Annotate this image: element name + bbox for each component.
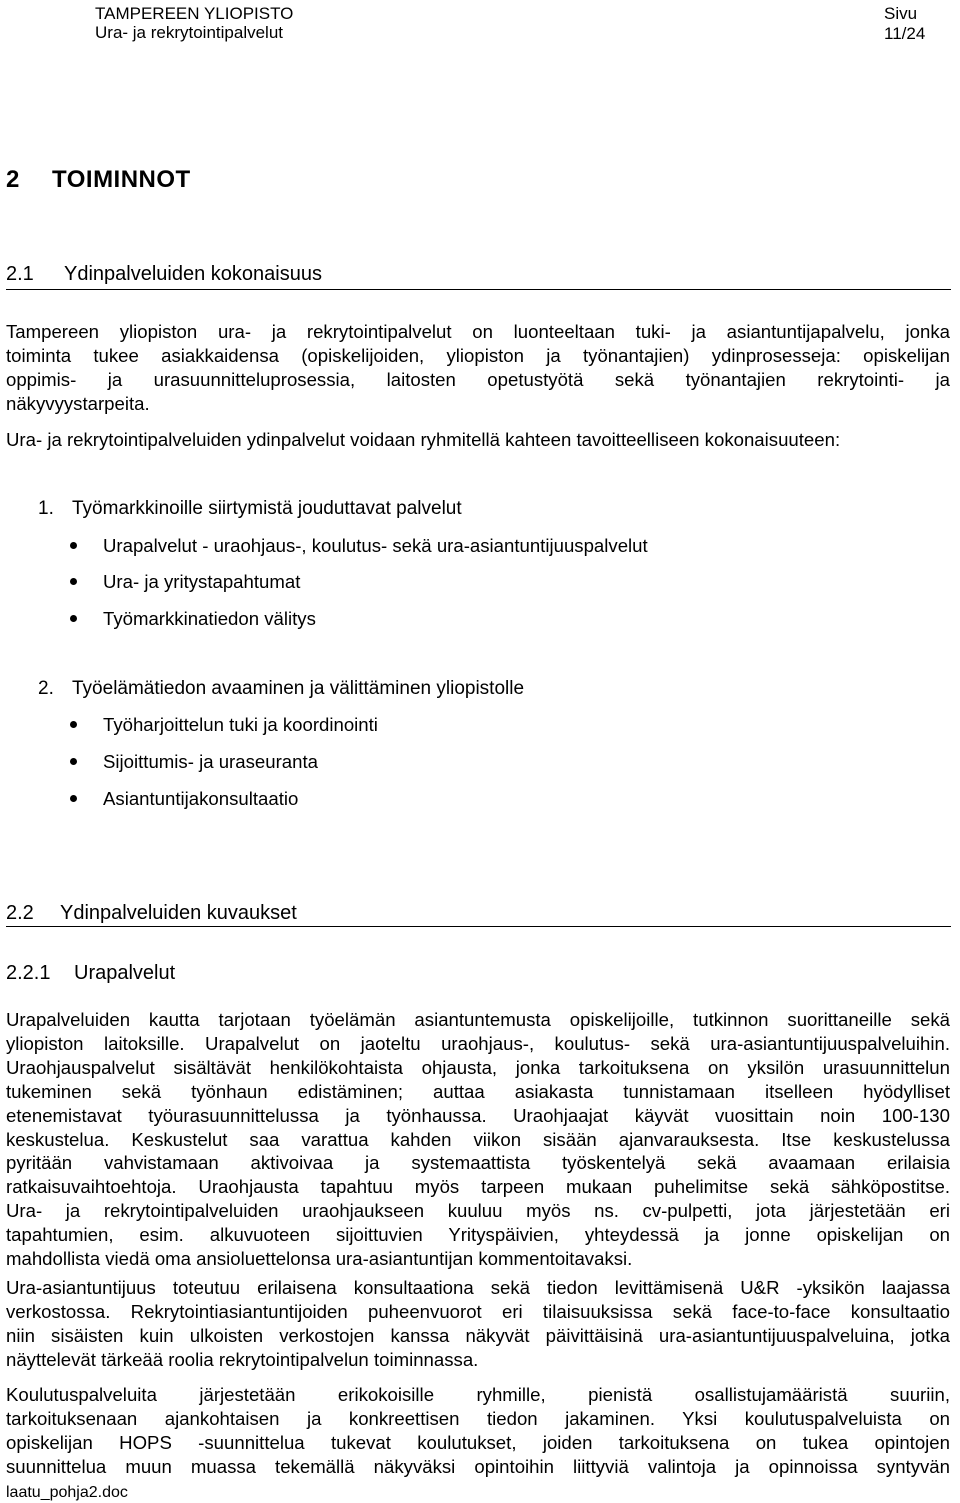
list-item [70, 713, 378, 737]
body-paragraph-3 [6, 1383, 950, 1479]
body-paragraph-2 [6, 1276, 950, 1372]
subsection-heading-2-1 [6, 262, 322, 286]
list-item [70, 750, 318, 774]
heading-rule [6, 926, 951, 927]
list-item-text: Työharjoittelun tuki ja koordinointi [103, 714, 378, 735]
list-item [70, 534, 648, 558]
subsection-title: Urapalvelut [74, 962, 176, 984]
section-heading [6, 166, 191, 194]
list-item-text: Työmarkkinatiedon välitys [103, 608, 316, 629]
list-item-text: Ura- ja yritystapahtumat [103, 571, 301, 592]
list-item [70, 607, 316, 631]
header-university: TAMPEREEN YLIOPISTO [95, 4, 294, 23]
header-department: Ura- ja rekrytointipalvelut [95, 23, 284, 42]
footer-filename: laatu_pohja2.doc [6, 1484, 128, 1501]
text-line: opiskelijan HOPS -suunnittelua tukevat koulutukset, joiden tarkoituksena on tukea opintojen [6, 1431, 950, 1453]
text-line: keskustelua. Keskustelut saa varattua kahden viikon sisään ajanvarauksesta. Itse keskustelussa [6, 1128, 950, 1150]
list-item-text: Urapalvelut - uraohjaus-, koulutus- sekä ura-asiantuntijuuspalvelut [103, 535, 648, 556]
text-line: tapahtumien, esim. alkuvuoteen sijoittuvien Yrityspäivien, yhteydessä ja jonne opiskelijan on [6, 1224, 950, 1246]
text-line: tarkoituksenaan ajankohtaisen ja konkreettisen tiedon jakaminen. Yksi koulutuspalveluista on [6, 1407, 950, 1429]
list-item-text: Sijoittumis- ja uraseuranta [103, 751, 318, 772]
grouping-sentence: Ura- ja rekrytointipalveluiden ydinpalvelut voidaan ryhmitellä kahteen tavoitteelliseen kokonaisuuteen: [6, 429, 841, 450]
list-item [70, 787, 298, 811]
group-number: 2. [38, 678, 54, 699]
text-line: suunnittelua muun muassa tekemällä näkyväksi opintoihin liittyviä valintoja ja opinnoissa syntyvän [6, 1455, 950, 1477]
text-line: yliopiston laitoksille. Urapalvelut on jaoteltu uraohjaus-, koulutus- sekä ura-asiantuntijuuspalveluihin. [6, 1032, 950, 1054]
group-number: 1. [38, 498, 54, 519]
text-line: tukeminen sekä työnhaun edistäminen; auttaa asiakasta tunnistamaan itselleen hyödylliset [6, 1080, 950, 1102]
text-line: Tampereen yliopiston ura- ja rekrytointipalvelut on luonteeltaan tuki- ja asiantuntijapalvelu, jonka [6, 321, 950, 342]
text-line: Koulutuspalveluita järjestetään erikokoisille ryhmille, pienistä osallistujamääristä suuriin, [6, 1384, 950, 1405]
bullet-icon [70, 795, 77, 802]
text-line: Ura- ja rekrytointipalveluiden uraohjaukseen kuuluu myös ns. cv-pulpetti, jota järjestetään eri [6, 1200, 950, 1222]
bullet-icon [70, 578, 77, 585]
text-line: näkyvyystarpeita. [6, 392, 150, 414]
text-line: etenemistavat työurasuunnittelussa ja työnhaussa. Uraohjaajat käyvät vuosittain noin 100-130 [6, 1104, 950, 1126]
text-line: toiminta tukee asiakkaidensa (opiskelijoiden, yliopiston ja työnantajien) ydinprosesseja: opiskelijan [6, 344, 950, 366]
group-heading-1 [38, 497, 462, 521]
subsection-number: 2.1 [6, 263, 34, 285]
text-line: Urapalveluiden kautta tarjotaan työelämän asiantuntemusta opiskelijoille, tutkinnon suorittaneille sekä [6, 1009, 950, 1030]
subsection-heading-2-2-1 [6, 961, 175, 985]
subsection-number: 2.2.1 [6, 962, 51, 984]
bullet-icon [70, 615, 77, 622]
text-line: niin sisäisten kuin ulkoisten verkostojen kanssa näkyvät päivittäisinä ura-asiantuntijuuspalveluina, jotka [6, 1324, 950, 1346]
group-heading-2 [38, 677, 524, 701]
text-line: Uraohjauspalvelut sisältävät henkilökohtaista ohjausta, jonka tarkoituksena on yksilön urasuunnittelun [6, 1056, 950, 1078]
section-title: TOIMINNOT [52, 166, 191, 193]
subsection-title: Ydinpalveluiden kuvaukset [60, 902, 297, 924]
text-line: näyttelevät tärkeää roolia rekrytointipalvelun toiminnassa. [6, 1348, 479, 1370]
intro-paragraph [6, 320, 950, 416]
subsection-title: Ydinpalveluiden kokonaisuus [64, 263, 322, 285]
subsection-heading-2-2 [6, 901, 297, 925]
group-title: Työmarkkinoille siirtymistä jouduttavat palvelut [72, 498, 462, 519]
text-line: mahdollista viedä oma ansioluettelonsa ura-asiantuntijan kommentoitavaksi. [6, 1248, 633, 1270]
bullet-icon [70, 758, 77, 765]
heading-rule [6, 289, 951, 290]
subsection-number: 2.2 [6, 902, 34, 924]
list-item-text: Asiantuntijakonsultaatio [103, 788, 299, 809]
bullet-icon [70, 721, 77, 728]
header-page-number: Sivu 11/24 [884, 4, 926, 43]
text-line: oppimis- ja urasuunnitteluprosessia, laitosten opetustyötä sekä työnantajien rekrytointi- ja [6, 368, 950, 390]
list-item [70, 570, 300, 594]
text-line: pyritään vahvistamaan aktivoivaa ja systemaattista työskentelyä sekä avaamaan erilaisia [6, 1152, 950, 1174]
text-line: ratkaisuvaihtoehtoja. Uraohjausta tapahtuu myös tarpeen mukaan puhelimitse sekä sähköpostitse. [6, 1176, 950, 1198]
text-line: Ura-asiantuntijuus toteutuu erilaisena konsultaationa sekä tiedon levittämisenä U&R -yksikön laajassa [6, 1277, 950, 1298]
text-line: verkostossa. Rekrytointiasiantuntijoiden puheenvuorot eri tilaisuuksissa sekä face-to-face konsultaatio [6, 1300, 950, 1322]
section-number: 2 [6, 166, 20, 193]
group-title: Työelämätiedon avaaminen ja välittäminen yliopistolle [72, 678, 525, 699]
body-paragraph-1 [6, 1008, 950, 1271]
bullet-icon [70, 542, 77, 549]
